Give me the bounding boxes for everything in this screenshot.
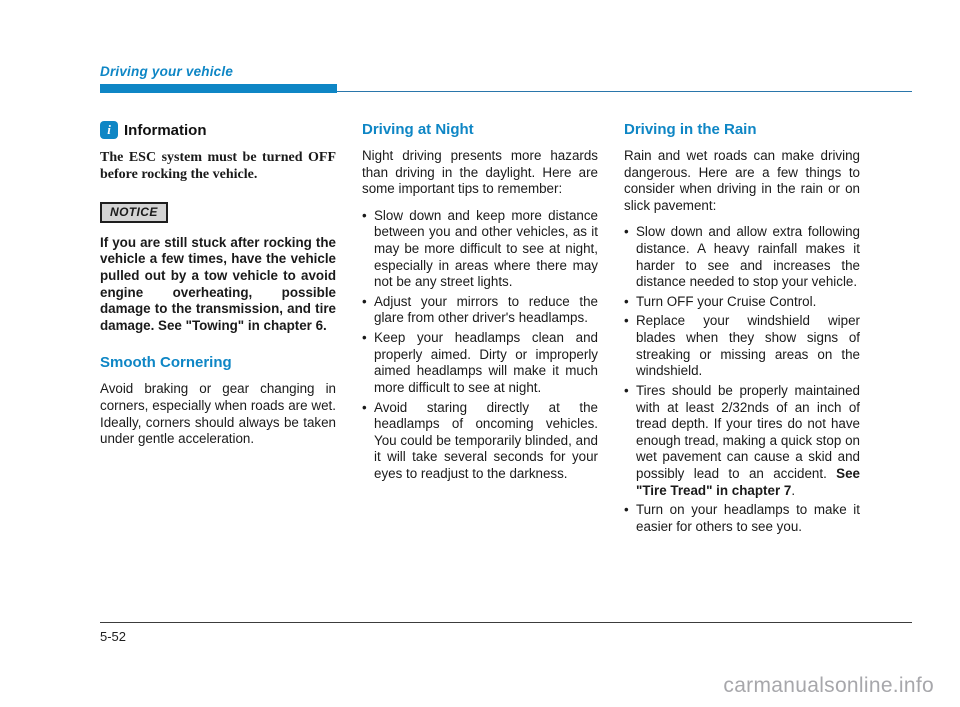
section-heading-driving-in-the-rain: Driving in the Rain <box>624 121 757 138</box>
list-item-text: Replace your windshield wiper blades when they show signs of streaking or missing areas on the windshield. <box>636 313 860 379</box>
column-middle <box>362 121 598 538</box>
list-item-text: Adjust your mirrors to reduce the glare from other driver's headlamps. <box>374 293 598 326</box>
column-left <box>100 121 336 538</box>
list-item <box>362 208 598 291</box>
bold-cross-reference: See "Tire Tread" in chapter 7 <box>636 465 860 498</box>
driving-in-the-rain-intro: Rain and wet roads can make driving dangerous. Here are a few things to consider when driving in the rain or on slick pavement: <box>624 148 860 213</box>
info-note-text: The ESC system must be turned OFF before rocking the vehicle. <box>100 150 336 183</box>
list-item-text: Turn OFF your Cruise Control. <box>636 293 817 309</box>
list-item-text: Tires should be properly maintained with at least 2/32nds of an inch of tread depth. If your tires do not have enough tread, making a quick stop on wet pavement can cause a skid and possibly lead to an accident. <box>636 382 860 481</box>
information-icon: i <box>100 121 118 139</box>
section-heading-smooth-cornering: Smooth Cornering <box>100 354 232 372</box>
list-item-text: Slow down and allow extra following distance. A heavy rainfall makes it harder to see and increases the distance needed to stop your vehicle. <box>636 224 860 290</box>
watermark: carmanualsonline.info <box>723 674 934 697</box>
content-columns <box>100 121 860 538</box>
driving-at-night-intro: Night driving presents more hazards than driving in the daylight. Here are some important tips to remember: <box>362 148 598 197</box>
information-heading-row <box>100 121 336 139</box>
driving-at-night-list <box>362 208 598 483</box>
list-item <box>624 224 860 290</box>
list-item-text: Slow down and keep more distance between you and other vehicles, as it may be more difficult to see at night, especially in areas where there may not be any street lights. <box>374 207 598 290</box>
column-right <box>624 121 860 538</box>
notice-body-text: If you are still stuck after rocking the vehicle a few times, have the vehicle pulled out by a tow vehicle to avoid engine overheating, possible damage to the transmission, and tire damage. See "Towing" in chapter 6. <box>100 234 336 333</box>
list-item-text: . <box>791 482 796 498</box>
list-item <box>624 294 860 311</box>
information-label: Information <box>124 121 207 139</box>
list-item <box>624 383 860 499</box>
page-number: 5-52 <box>100 629 127 644</box>
notice-badge: NOTICE <box>100 202 168 223</box>
header-rule <box>100 84 912 92</box>
driving-in-the-rain-list <box>624 224 860 535</box>
footer-rule <box>100 622 912 623</box>
list-item <box>362 330 598 396</box>
list-item <box>624 502 860 535</box>
list-item <box>624 313 860 379</box>
list-item <box>362 400 598 483</box>
section-heading-driving-at-night: Driving at Night <box>362 121 474 138</box>
list-item <box>362 294 598 327</box>
smooth-cornering-body: Avoid braking or gear changing in corners, especially when roads are wet. Ideally, corners should always be taken under gentle acceleration. <box>100 381 336 447</box>
list-item-text: Turn on your headlamps to make it easier for others to see you. <box>636 502 860 534</box>
list-item-text: Avoid staring directly at the headlamps of oncoming vehicles. You could be temporarily blinded, and it will take several seconds for your eyes to readjust to the darkness. <box>374 399 598 481</box>
chapter-title: Driving your vehicle <box>100 64 234 79</box>
list-item-text: Keep your headlamps clean and properly aimed. Dirty or improperly aimed headlamps will make it much more difficult to see at night. <box>374 330 598 395</box>
header-rule-accent <box>100 84 337 93</box>
